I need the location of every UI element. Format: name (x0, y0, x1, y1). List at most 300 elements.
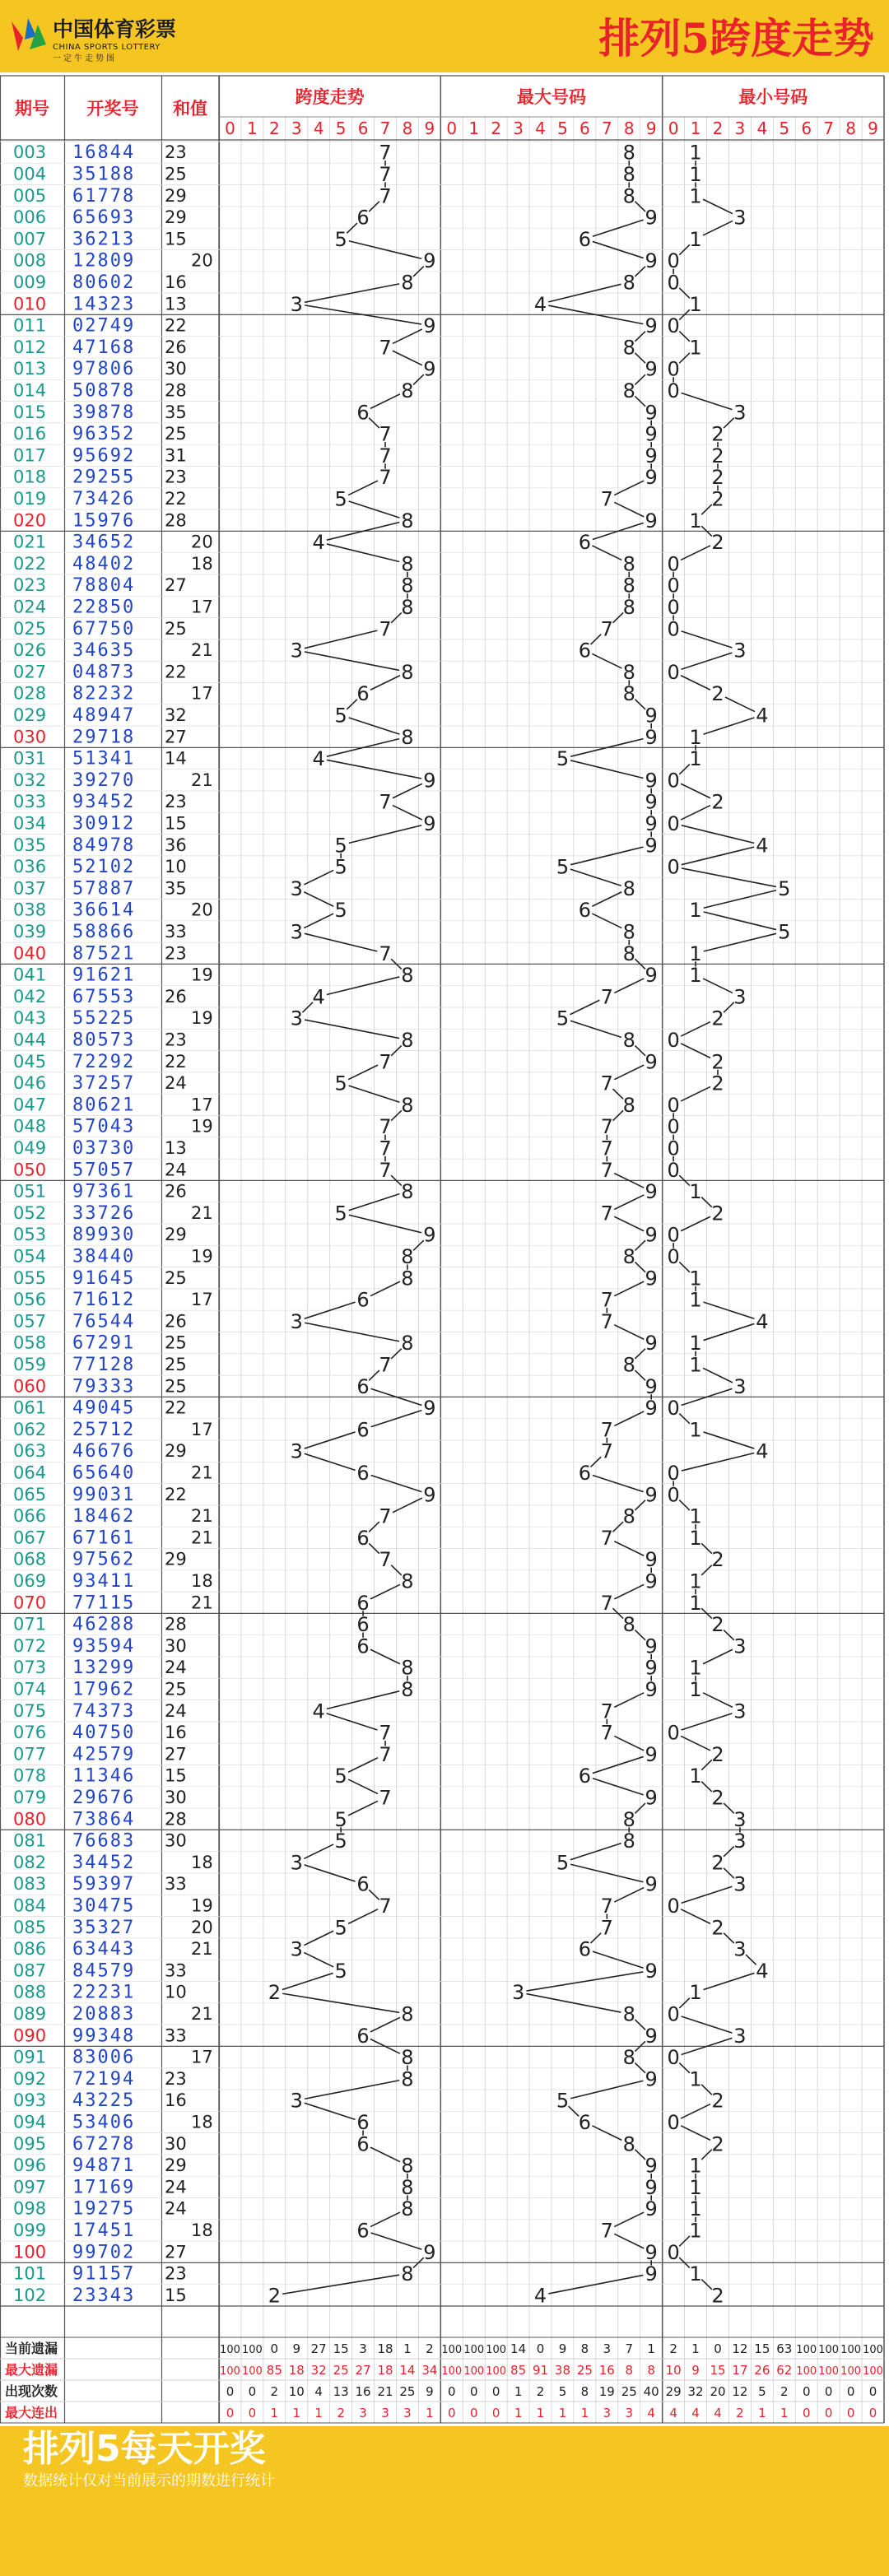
row-issue: 010 (13, 294, 47, 314)
min-marker: 0 (667, 249, 680, 273)
max-marker: 8 (622, 552, 635, 576)
span-marker: 4 (312, 985, 325, 1009)
row-sum: 21 (191, 1593, 213, 1613)
row-issue: 007 (13, 229, 47, 249)
span-marker: 6 (356, 2024, 370, 2048)
row-sum: 29 (165, 185, 187, 206)
stat-value: 3 (625, 2406, 634, 2420)
span-marker: 7 (379, 1353, 392, 1377)
stat-value: 16 (598, 2363, 615, 2378)
max-marker: 7 (600, 1418, 613, 1442)
stat-value: 12 (732, 2341, 748, 2356)
row-draw: 95692 (72, 445, 136, 467)
row-issue: 065 (13, 1484, 47, 1504)
max-marker: 7 (600, 1288, 613, 1312)
row-draw: 93594 (72, 1635, 136, 1657)
stat-value: 29 (665, 2384, 682, 2399)
header-digit: 4 (535, 119, 546, 138)
row-issue: 050 (13, 1160, 47, 1180)
stat-value: 0 (226, 2406, 235, 2420)
header-digit: 0 (446, 119, 458, 138)
row-issue: 056 (13, 1290, 47, 1310)
max-marker: 7 (600, 1158, 613, 1182)
row-draw: 67291 (72, 1332, 136, 1354)
span-marker: 8 (401, 1093, 414, 1117)
min-marker: 0 (667, 379, 680, 402)
row-issue: 099 (13, 2220, 47, 2240)
row-sum: 19 (191, 965, 213, 985)
min-marker: 2 (711, 1613, 724, 1637)
row-sum: 26 (165, 337, 187, 357)
row-sum: 19 (191, 1116, 213, 1137)
max-marker: 9 (645, 2154, 658, 2178)
row-sum: 35 (165, 402, 187, 422)
span-marker: 7 (379, 1158, 392, 1182)
stat-value: 0 (846, 2384, 855, 2399)
stat-value: 0 (802, 2384, 811, 2399)
span-marker: 7 (379, 1742, 392, 1766)
row-draw: 51341 (72, 748, 136, 770)
stat-value: 100 (241, 2344, 263, 2356)
max-marker: 9 (645, 249, 658, 273)
row-issue: 063 (13, 1441, 47, 1462)
stat-value: 4 (314, 2384, 323, 2399)
stat-value: 100 (441, 2365, 463, 2378)
stat-value: 100 (463, 2365, 485, 2378)
span-marker: 8 (401, 1267, 414, 1290)
row-draw: 80573 (72, 1030, 136, 1051)
max-marker: 8 (622, 2002, 635, 2026)
row-sum: 24 (165, 1658, 187, 1678)
row-issue: 081 (13, 1830, 47, 1851)
max-marker: 8 (622, 1028, 635, 1052)
row-issue: 070 (13, 1593, 47, 1613)
row-draw: 03730 (72, 1137, 136, 1159)
stat-value: 0 (824, 2406, 833, 2420)
row-sum: 29 (165, 2155, 187, 2176)
span-marker: 7 (379, 162, 392, 186)
max-marker: 5 (556, 1007, 570, 1030)
row-sum: 13 (165, 294, 187, 314)
row-sum: 22 (165, 662, 187, 682)
min-marker: 2 (711, 2284, 724, 2308)
max-marker: 8 (622, 1504, 635, 1528)
row-issue: 058 (13, 1332, 47, 1353)
span-marker: 8 (401, 379, 414, 402)
row-sum: 15 (165, 229, 187, 249)
stat-value: 0 (270, 2341, 279, 2356)
min-marker: 2 (711, 1548, 724, 1572)
stat-value: 85 (510, 2363, 527, 2378)
min-marker: 0 (667, 1137, 680, 1160)
max-marker: 7 (600, 1721, 613, 1745)
row-issue: 012 (13, 337, 47, 357)
row-issue: 097 (13, 2177, 47, 2197)
row-draw: 17451 (72, 2220, 136, 2241)
row-sum: 31 (165, 445, 187, 466)
row-draw: 29255 (72, 467, 136, 488)
row-sum: 16 (165, 2090, 187, 2111)
row-sum: 22 (165, 1484, 187, 1504)
max-marker: 9 (645, 509, 658, 532)
row-sum: 24 (165, 2198, 187, 2219)
header-digit: 4 (756, 119, 768, 138)
min-marker: 3 (733, 2024, 747, 2048)
row-issue: 064 (13, 1462, 47, 1483)
row-sum: 13 (165, 1137, 187, 1158)
max-marker: 6 (578, 899, 592, 923)
row-issue: 091 (13, 2047, 47, 2067)
row-draw: 39270 (72, 770, 136, 791)
stat-value: 85 (266, 2363, 282, 2378)
row-draw: 42579 (72, 1744, 136, 1765)
row-draw: 80602 (72, 272, 136, 293)
row-sum: 17 (191, 1290, 213, 1310)
span-marker: 4 (312, 1700, 325, 1723)
row-sum: 19 (191, 1008, 213, 1029)
max-marker: 9 (645, 1548, 658, 1572)
min-marker: 1 (689, 2262, 702, 2286)
row-issue: 038 (13, 900, 47, 920)
row-sum: 29 (165, 1549, 187, 1569)
row-sum: 33 (165, 921, 187, 942)
row-sum: 15 (165, 813, 187, 834)
max-marker: 7 (600, 1591, 613, 1615)
min-marker: 3 (733, 206, 747, 230)
header-digit: 3 (513, 119, 524, 138)
max-marker: 8 (622, 682, 635, 706)
max-marker: 6 (578, 531, 592, 555)
row-issue: 069 (13, 1570, 47, 1591)
header-digit: 5 (335, 119, 347, 138)
header-digit: 3 (734, 119, 746, 138)
max-marker: 4 (533, 2284, 547, 2308)
min-marker: 3 (733, 1830, 747, 1853)
min-marker: 0 (667, 1158, 680, 1182)
row-draw: 55225 (72, 1008, 136, 1030)
row-issue: 051 (13, 1181, 47, 1202)
row-sum: 36 (165, 835, 187, 855)
max-marker: 6 (578, 1765, 592, 1788)
min-marker: 1 (689, 227, 702, 251)
header-digit: 1 (468, 119, 480, 138)
row-sum: 24 (165, 2177, 187, 2197)
row-issue: 008 (13, 250, 47, 271)
max-marker: 9 (645, 834, 658, 858)
row-issue: 026 (13, 640, 47, 661)
stat-value: 3 (603, 2406, 612, 2420)
span-marker: 3 (290, 920, 303, 944)
min-marker: 1 (689, 162, 702, 186)
row-sum: 23 (165, 2068, 187, 2089)
max-marker: 9 (645, 314, 658, 338)
row-issue: 029 (13, 704, 47, 725)
row-sum: 28 (165, 1809, 187, 1830)
span-marker: 7 (379, 1548, 392, 1572)
min-marker: 1 (689, 2197, 702, 2221)
span-marker: 9 (423, 2240, 436, 2264)
row-draw: 84579 (72, 1960, 136, 1982)
stat-label: 最大遗漏 (5, 2362, 58, 2378)
span-marker: 8 (401, 2197, 414, 2221)
row-sum: 28 (165, 510, 187, 531)
stat-value: 8 (647, 2363, 655, 2378)
row-sum: 23 (165, 943, 187, 964)
header-digit: 3 (291, 119, 302, 138)
max-marker: 8 (622, 876, 635, 900)
row-draw: 61778 (72, 185, 136, 207)
stat-value: 3 (603, 2341, 612, 2356)
header-digit: 0 (668, 119, 679, 138)
max-marker: 9 (645, 1742, 658, 1766)
span-marker: 6 (356, 1872, 370, 1896)
row-draw: 99031 (72, 1484, 136, 1505)
max-marker: 7 (600, 1439, 613, 1463)
stat-value: 25 (333, 2363, 349, 2378)
row-sum: 30 (165, 2133, 187, 2154)
span-marker: 8 (401, 1028, 414, 1052)
row-sum: 23 (165, 1030, 187, 1050)
max-marker: 9 (645, 1677, 658, 1701)
stat-value: 100 (863, 2365, 883, 2378)
row-draw: 43225 (72, 2090, 136, 2112)
span-marker: 2 (268, 2284, 281, 2308)
min-marker: 1 (689, 1267, 702, 1290)
header-sum: 和值 (173, 99, 207, 119)
span-marker: 5 (334, 899, 347, 923)
min-marker: 2 (711, 1851, 724, 1875)
min-marker: 0 (667, 811, 680, 835)
row-draw: 87521 (72, 943, 136, 965)
row-issue: 031 (13, 748, 47, 769)
row-issue: 014 (13, 380, 47, 401)
row-sum: 18 (191, 553, 213, 574)
row-draw: 71612 (72, 1290, 136, 1311)
max-marker: 7 (600, 1526, 613, 1550)
row-issue: 060 (13, 1376, 47, 1397)
min-marker: 1 (689, 725, 702, 749)
row-draw: 91157 (72, 2263, 136, 2285)
row-sum: 15 (165, 1765, 187, 1786)
row-issue: 077 (13, 1744, 47, 1765)
stat-value: 100 (463, 2344, 485, 2356)
row-draw: 39878 (72, 402, 136, 423)
stat-value: 0 (226, 2384, 235, 2399)
min-marker: 2 (711, 422, 724, 446)
row-sum: 21 (191, 1939, 213, 1960)
row-issue: 019 (13, 488, 47, 509)
stat-value: 27 (310, 2341, 327, 2356)
row-sum: 25 (165, 1376, 187, 1397)
min-marker: 2 (711, 531, 724, 555)
span-marker: 8 (401, 964, 414, 988)
span-marker: 7 (379, 141, 392, 165)
row-draw: 72292 (72, 1051, 136, 1072)
stat-value: 0 (469, 2384, 478, 2399)
header-digit: 1 (690, 119, 701, 138)
span-marker: 9 (423, 249, 436, 273)
min-marker: 1 (689, 1526, 702, 1550)
row-issue: 041 (13, 965, 47, 985)
header-digit: 6 (801, 119, 812, 138)
max-marker: 9 (645, 1872, 658, 1896)
max-marker: 9 (645, 1267, 658, 1290)
row-draw: 67750 (72, 618, 136, 639)
row-draw: 34452 (72, 1852, 136, 1873)
row-draw: 12809 (72, 250, 136, 272)
stat-value: 0 (448, 2406, 456, 2420)
span-marker: 5 (334, 1830, 347, 1853)
row-sum: 18 (191, 1852, 213, 1872)
span-marker: 3 (290, 1439, 303, 1463)
stat-value: 18 (377, 2363, 393, 2378)
min-marker: 0 (667, 2240, 680, 2264)
max-marker: 5 (556, 855, 570, 879)
stat-value: 100 (796, 2365, 817, 2378)
span-marker: 8 (401, 1569, 414, 1593)
stat-value: 27 (355, 2363, 371, 2378)
stat-value: 100 (486, 2365, 507, 2378)
stat-value: 1 (514, 2406, 523, 2420)
row-sum: 21 (191, 2003, 213, 2024)
row-sum: 30 (165, 1830, 187, 1851)
span-marker: 6 (356, 1526, 370, 1550)
max-marker: 7 (600, 487, 613, 511)
stat-value: 63 (776, 2341, 793, 2356)
row-issue: 013 (13, 359, 47, 379)
row-draw: 35188 (72, 164, 136, 185)
header-digit: 7 (379, 119, 391, 138)
row-draw: 72194 (72, 2068, 136, 2090)
stat-value: 10 (288, 2384, 305, 2399)
stat-value: 9 (691, 2363, 700, 2378)
max-marker: 9 (645, 357, 658, 381)
stat-value: 0 (824, 2384, 833, 2399)
stat-value: 1 (426, 2406, 434, 2420)
min-marker: 1 (689, 336, 702, 360)
row-sum: 18 (191, 2220, 213, 2240)
header-digit: 9 (645, 119, 657, 138)
row-sum: 20 (191, 250, 213, 271)
stat-value: 4 (647, 2406, 655, 2420)
row-issue: 084 (13, 1895, 47, 1916)
header-digit: 7 (823, 119, 835, 138)
row-issue: 062 (13, 1419, 47, 1439)
logo-text-en: CHINA SPORTS LOTTERY (53, 43, 161, 52)
row-sum: 21 (191, 1462, 213, 1483)
stat-value: 32 (310, 2363, 327, 2378)
max-marker: 9 (645, 1180, 658, 1204)
min-marker: 1 (689, 964, 702, 988)
logo-text-cn: 中国体育彩票 (53, 17, 177, 41)
row-draw: 76544 (72, 1311, 136, 1332)
row-draw: 77128 (72, 1354, 136, 1375)
stat-value: 25 (621, 2384, 637, 2399)
row-draw: 35327 (72, 1917, 136, 1938)
row-draw: 48402 (72, 553, 136, 574)
stat-value: 15 (710, 2363, 726, 2378)
row-issue: 052 (13, 1202, 47, 1223)
row-draw: 67161 (72, 1527, 136, 1549)
row-draw: 74373 (72, 1700, 136, 1722)
span-marker: 8 (401, 595, 414, 619)
stat-value: 17 (732, 2363, 748, 2378)
max-marker: 4 (533, 292, 547, 316)
row-sum: 18 (191, 1570, 213, 1591)
row-draw: 30912 (72, 813, 136, 835)
header-issue: 期号 (15, 99, 49, 119)
span-marker: 6 (356, 2132, 370, 2156)
span-marker: 7 (379, 790, 392, 814)
stat-value: 5 (558, 2384, 567, 2399)
max-marker: 9 (645, 2240, 658, 2264)
row-issue: 030 (13, 727, 47, 747)
row-draw: 97361 (72, 1181, 136, 1202)
max-marker: 9 (645, 1374, 658, 1398)
row-issue: 016 (13, 424, 47, 444)
stat-value: 100 (486, 2344, 507, 2356)
max-marker: 9 (645, 1634, 658, 1658)
max-marker: 8 (622, 184, 635, 208)
row-draw: 59397 (72, 1874, 136, 1895)
row-issue: 057 (13, 1311, 47, 1332)
span-marker: 3 (290, 1937, 303, 1961)
row-issue: 086 (13, 1939, 47, 1960)
min-marker: 2 (711, 487, 724, 511)
row-draw: 49045 (72, 1397, 136, 1419)
span-marker: 8 (401, 660, 414, 684)
row-draw: 29718 (72, 727, 136, 748)
span-marker: 7 (379, 336, 392, 360)
row-issue: 092 (13, 2068, 47, 2089)
span-marker: 4 (312, 531, 325, 555)
min-marker: 3 (733, 985, 747, 1009)
min-marker: 1 (689, 2067, 702, 2091)
span-marker: 7 (379, 1894, 392, 1918)
stat-value: 100 (220, 2365, 240, 2378)
row-draw: 94871 (72, 2155, 136, 2177)
min-marker: 2 (711, 1742, 724, 1766)
max-marker: 8 (622, 379, 635, 402)
stat-value: 100 (840, 2344, 862, 2356)
min-marker: 0 (667, 1721, 680, 1745)
max-marker: 9 (645, 1656, 658, 1680)
span-marker: 8 (401, 2067, 414, 2091)
row-draw: 91645 (72, 1267, 136, 1289)
max-marker: 6 (578, 227, 592, 251)
row-sum: 25 (165, 1679, 187, 1700)
stat-value: 4 (669, 2406, 677, 2420)
span-marker: 6 (356, 1374, 370, 1398)
header-digit: 5 (779, 119, 790, 138)
stat-value: 0 (868, 2384, 877, 2399)
span-marker: 6 (356, 1461, 370, 1485)
max-marker: 9 (645, 790, 658, 814)
min-marker: 2 (711, 2132, 724, 2156)
row-issue: 080 (13, 1809, 47, 1830)
min-marker: 1 (689, 942, 702, 965)
row-issue: 090 (13, 2025, 47, 2046)
stat-value: 91 (532, 2363, 549, 2378)
stat-value: 7 (625, 2341, 634, 2356)
row-issue: 055 (13, 1267, 47, 1288)
row-draw: 93452 (72, 792, 136, 813)
max-marker: 8 (622, 574, 635, 598)
max-marker: 9 (645, 704, 658, 728)
row-issue: 018 (13, 467, 47, 487)
span-marker: 7 (379, 444, 392, 467)
header-digit: 2 (268, 119, 280, 138)
